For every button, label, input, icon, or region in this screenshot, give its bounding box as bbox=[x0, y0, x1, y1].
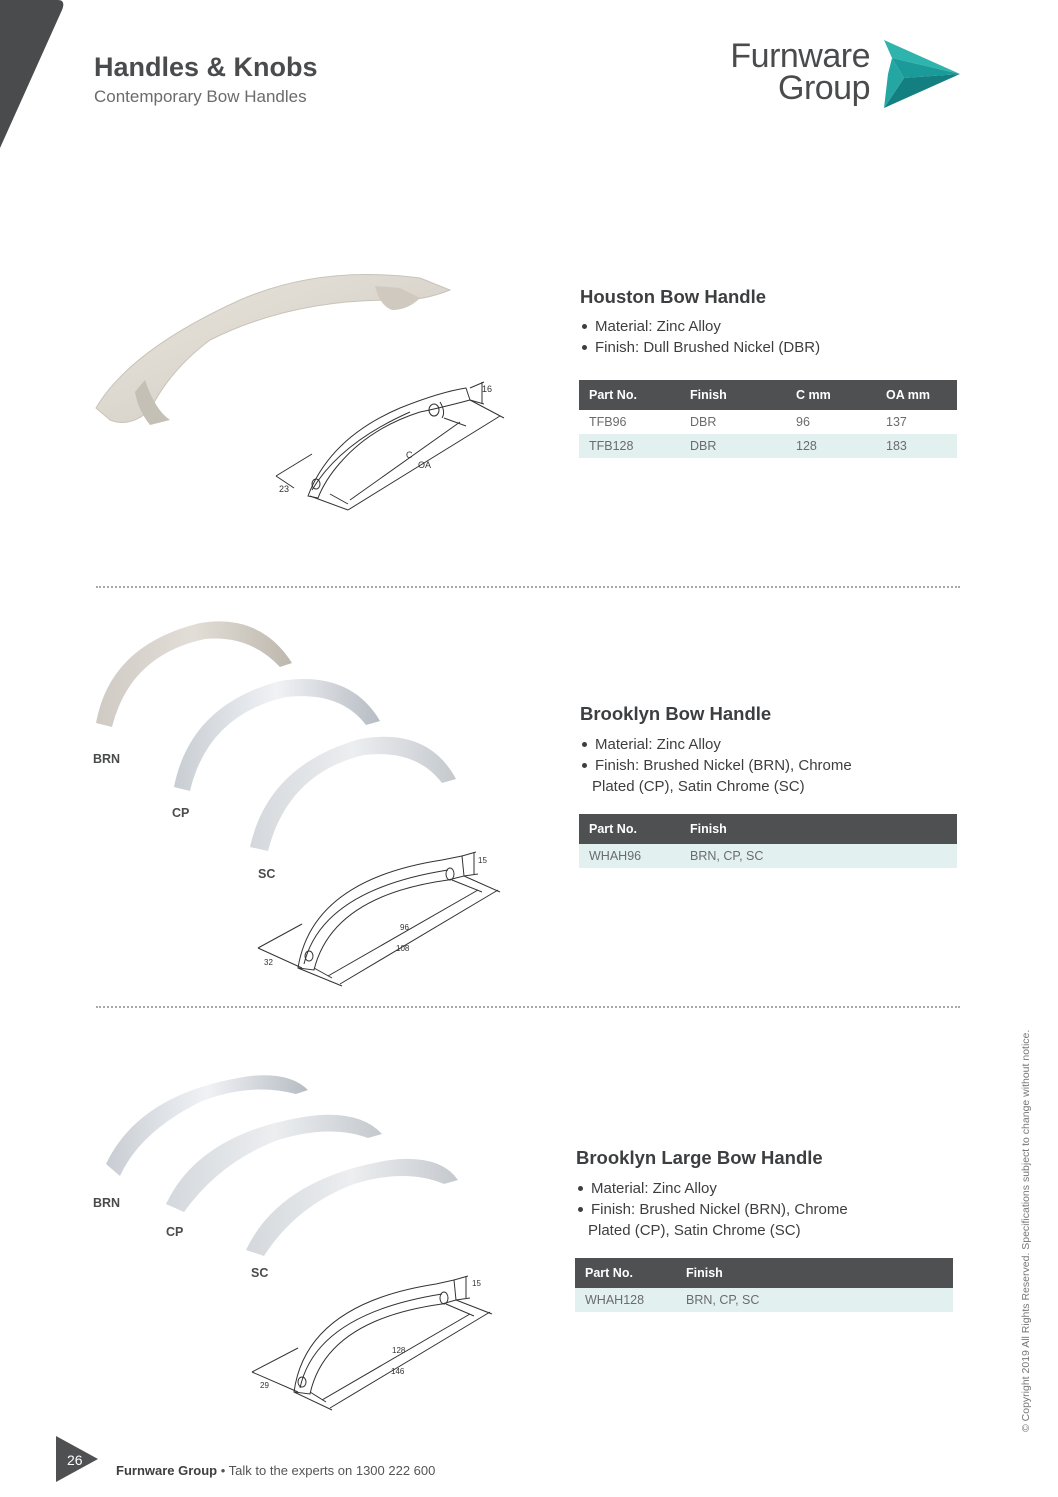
bullet-item: Material: Zinc Alloy bbox=[576, 1178, 848, 1199]
table-cell: 96 bbox=[796, 415, 810, 429]
table-row bbox=[579, 410, 957, 434]
brooklyn-large-dim-oa: 146 bbox=[391, 1367, 405, 1376]
bullet-item: Finish: Brushed Nickel (BRN), Chrome bbox=[580, 755, 852, 776]
footer-tagline: • Talk to the experts on 1300 222 600 bbox=[217, 1463, 436, 1478]
brooklyn-dimension-drawing bbox=[252, 850, 512, 990]
page-subtitle: Contemporary Bow Handles bbox=[94, 87, 307, 106]
brooklyn-large-dim-c: 128 bbox=[392, 1346, 406, 1355]
brooklyn-spec-table bbox=[579, 814, 957, 868]
table-row bbox=[575, 1288, 953, 1312]
table-header: OA mm bbox=[876, 380, 957, 410]
table-cell: DBR bbox=[680, 434, 786, 458]
table-cell: BRN, CP, SC bbox=[676, 1288, 953, 1312]
finish-label: BRN bbox=[93, 752, 121, 766]
table-header: Finish bbox=[680, 814, 957, 844]
table-row bbox=[579, 844, 957, 868]
product-bullets bbox=[580, 316, 820, 358]
table-cell: WHAH128 bbox=[575, 1288, 676, 1312]
copyright-notice: © Copyright 2019 All Rights Reserved. Specifications subject to change without notice. bbox=[1020, 1029, 1032, 1432]
houston-dim-width: 23 bbox=[279, 484, 290, 494]
table-cell: TFB128 bbox=[579, 434, 680, 458]
table-header: Part No. bbox=[579, 380, 680, 410]
logo-line1: Furnware bbox=[730, 37, 870, 75]
houston-dimension-drawing bbox=[270, 378, 510, 518]
table-cell: 183 bbox=[876, 434, 957, 458]
brooklyn-large-spec-table bbox=[575, 1258, 953, 1312]
brooklyn-large-dim-height: 15 bbox=[472, 1279, 481, 1288]
footer-text bbox=[116, 1463, 435, 1478]
finish-label: SC bbox=[251, 1266, 269, 1280]
table-cell: TFB96 bbox=[589, 415, 627, 429]
bullet-item: Finish: Brushed Nickel (BRN), Chrome bbox=[576, 1199, 848, 1220]
houston-dim-oa: OA bbox=[418, 460, 432, 470]
bullet-continuation: Plated (CP), Satin Chrome (SC) bbox=[588, 1222, 801, 1239]
table-cell: 128 bbox=[786, 434, 876, 458]
finish-label: BRN bbox=[93, 1196, 121, 1210]
brooklyn-dim-height: 15 bbox=[478, 856, 487, 865]
furnware-group-logo bbox=[712, 36, 962, 116]
logo-line2: Group bbox=[778, 69, 870, 107]
product-title: Brooklyn Bow Handle bbox=[580, 703, 772, 724]
table-cell: 137 bbox=[886, 415, 907, 429]
page-number: 26 bbox=[67, 1452, 83, 1468]
table-header: Finish bbox=[680, 380, 786, 410]
table-header: Part No. bbox=[579, 814, 680, 844]
brooklyn-handles-photo bbox=[90, 615, 470, 855]
brooklyn-dim-width: 32 bbox=[264, 958, 273, 967]
table-header: Part No. bbox=[575, 1258, 676, 1288]
brooklyn-large-handles-photo bbox=[100, 1072, 470, 1262]
corner-decoration bbox=[0, 0, 70, 150]
finish-label: SC bbox=[258, 867, 276, 881]
brooklyn-dim-oa: 108 bbox=[396, 944, 410, 953]
finish-label: CP bbox=[166, 1225, 184, 1239]
bullet-continuation: Plated (CP), Satin Chrome (SC) bbox=[592, 778, 805, 795]
section-divider bbox=[96, 1006, 960, 1008]
logo-arrow-icon bbox=[882, 38, 962, 110]
finish-label: CP bbox=[172, 806, 190, 820]
product-bullets bbox=[580, 734, 852, 797]
bullet-item: Material: Zinc Alloy bbox=[580, 734, 852, 755]
product-title: Brooklyn Large Bow Handle bbox=[576, 1147, 823, 1168]
brooklyn-dim-c: 96 bbox=[400, 923, 409, 932]
footer-brand: Furnware Group bbox=[116, 1463, 218, 1478]
section-divider bbox=[96, 586, 960, 588]
product-bullets bbox=[576, 1178, 848, 1241]
brooklyn-large-dimension-drawing bbox=[246, 1274, 506, 1414]
houston-spec-table bbox=[579, 380, 957, 458]
bullet-item: Material: Zinc Alloy bbox=[580, 316, 820, 337]
table-cell: WHAH96 bbox=[579, 844, 680, 868]
table-row bbox=[579, 434, 957, 458]
table-cell: DBR bbox=[690, 415, 717, 429]
table-cell: BRN, CP, SC bbox=[680, 844, 957, 868]
page-title: Handles & Knobs bbox=[94, 52, 318, 82]
bullet-item: Finish: Dull Brushed Nickel (DBR) bbox=[580, 337, 820, 358]
brooklyn-large-dim-width: 29 bbox=[260, 1381, 269, 1390]
houston-dim-height: 16 bbox=[482, 384, 493, 394]
table-header: Finish bbox=[676, 1258, 953, 1288]
houston-dim-c: C bbox=[406, 450, 413, 460]
product-title: Houston Bow Handle bbox=[580, 286, 767, 307]
table-header: C mm bbox=[786, 380, 876, 410]
